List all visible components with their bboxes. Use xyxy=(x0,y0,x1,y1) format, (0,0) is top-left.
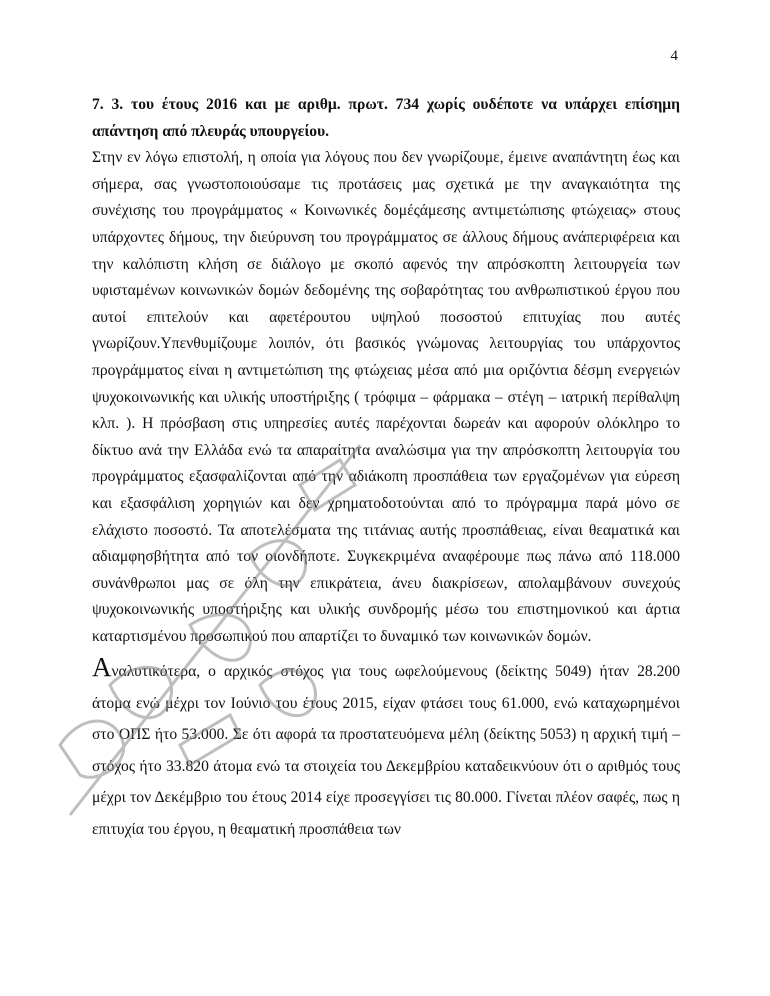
paragraph-analysis xyxy=(92,654,680,845)
drop-cap: Α xyxy=(92,652,112,683)
paragraph-analysis-text: ναλυτικότερα, ο αρχικός στόχος για τους ωφελούμενους (δείκτης 5049) ήταν 28.200 άτομα ενώ μέχρι τον Ιούνιο του έτους 2015, είχαν φτάσει τους 61.000, ενώ καταχωρημένοι στο ΟΠΣ ήτο 53.000. Σε ότι αφορά τα προστατευόμενα μέλη (δείκτης 5053) η αρχική τιμή – στόχος ήτο 33.820 άτομα ενώ τα στοιχεία του Δεκεμβρίου καταδεικνύουν ότι ο αριθμός τους μέχρι τον Δεκέμβριο του έτους 2014 είχε προσεγγίσει τις 80.000. Γίνεται πλέον σαφές, πως η επιτυχία του έργου, η θεαματική προσπάθεια των xyxy=(92,663,680,838)
paragraph-letter-details: Στην εν λόγω επιστολή, η οποία για λόγους που δεν γνωρίζουμε, έμεινε αναπάντητη έως και σήμερα, σας γνωστοποιούσαμε τις προτάσεις μας σχετικά με την αναγκαιότητα της συνέχισης του προγράμματος « Κοινωνικές δομέςάμεσης αντιμετώπισης φτώχειας» στους υπάρχοντες δήμους, την διεύρυνση του προγράμματος σε άλλους δήμους ανάπεριφέρεια και την καλόπιστη κλήση σε διάλογο με σκοπό αφενός την απρόσκοπτη λειτουργεία των υφισταμένων κοινωνικών δομών δεδομένης της σοβαρότητας του ανθρωπιστικού έργου που αυτοί επιτελούν και αφετέρουτου υψηλού ποσοστού επιτυχίας που αυτές γνωρίζουν.Υπενθυμίζουμε λοιπόν, ότι βασικός γνώμονας λειτουργίας του υπάρχοντος προγράμματος είναι η αντιμετώπιση της φτώχειας μέσα από μια οριζόντια δέσμη ενεργειών ψυχοκοινωνικής και υλικής υποστήριξης ( τρόφιμα – φάρμακα – στέγη – ιατρική περίθαλψη κλπ. ). Η πρόσβαση στις υπηρεσίες αυτές παρέχονται δωρεάν και αφορούν ολόκληρο το δίκτυο ανά την Ελλάδα ενώ τα απαραίτητα αναλώσιμα για την απρόσκοπτη λειτουργία του προγράμματος εξασφαλίζονται από την αδιάκοπη προσπάθεια των εργαζομένων για εύρεση και εξασφάλιση χορηγιών και δεν χρηματοδοτούνται από το πρόγραμμα παρά μόνο σε ελάχιστο ποσοστό. Τα αποτελέσματα της τιτάνιας αυτής προσπάθειας, είναι θεαματικά και αδιαμφησβήτητα από τον οιονδήποτε. Συγκεκριμένα αναφέρουμε πως πάνω από 118.000 συνάνθρωποι μας σε όλη την επικράτεια, άνευ διακρίσεων, απολαμβάνουν συνεχούς ψυχοκοινωνικής υποστήριξης και υλικής συνδρομής μέσω του επιστημονικού και άρτια καταρτισμένου προσωπικού που απαρτίζει το δυναμικό των κοινωνικών δομών. xyxy=(92,149,680,645)
document-body xyxy=(92,92,680,845)
section-heading: 7. 3. του έτους 2016 και με αριθμ. πρωτ. 734 χωρίς ουδέποτε να υπάρχει επίσημη απάντηση από πλευράς υπουργείου. xyxy=(92,96,680,140)
page-number: 4 xyxy=(670,48,678,64)
